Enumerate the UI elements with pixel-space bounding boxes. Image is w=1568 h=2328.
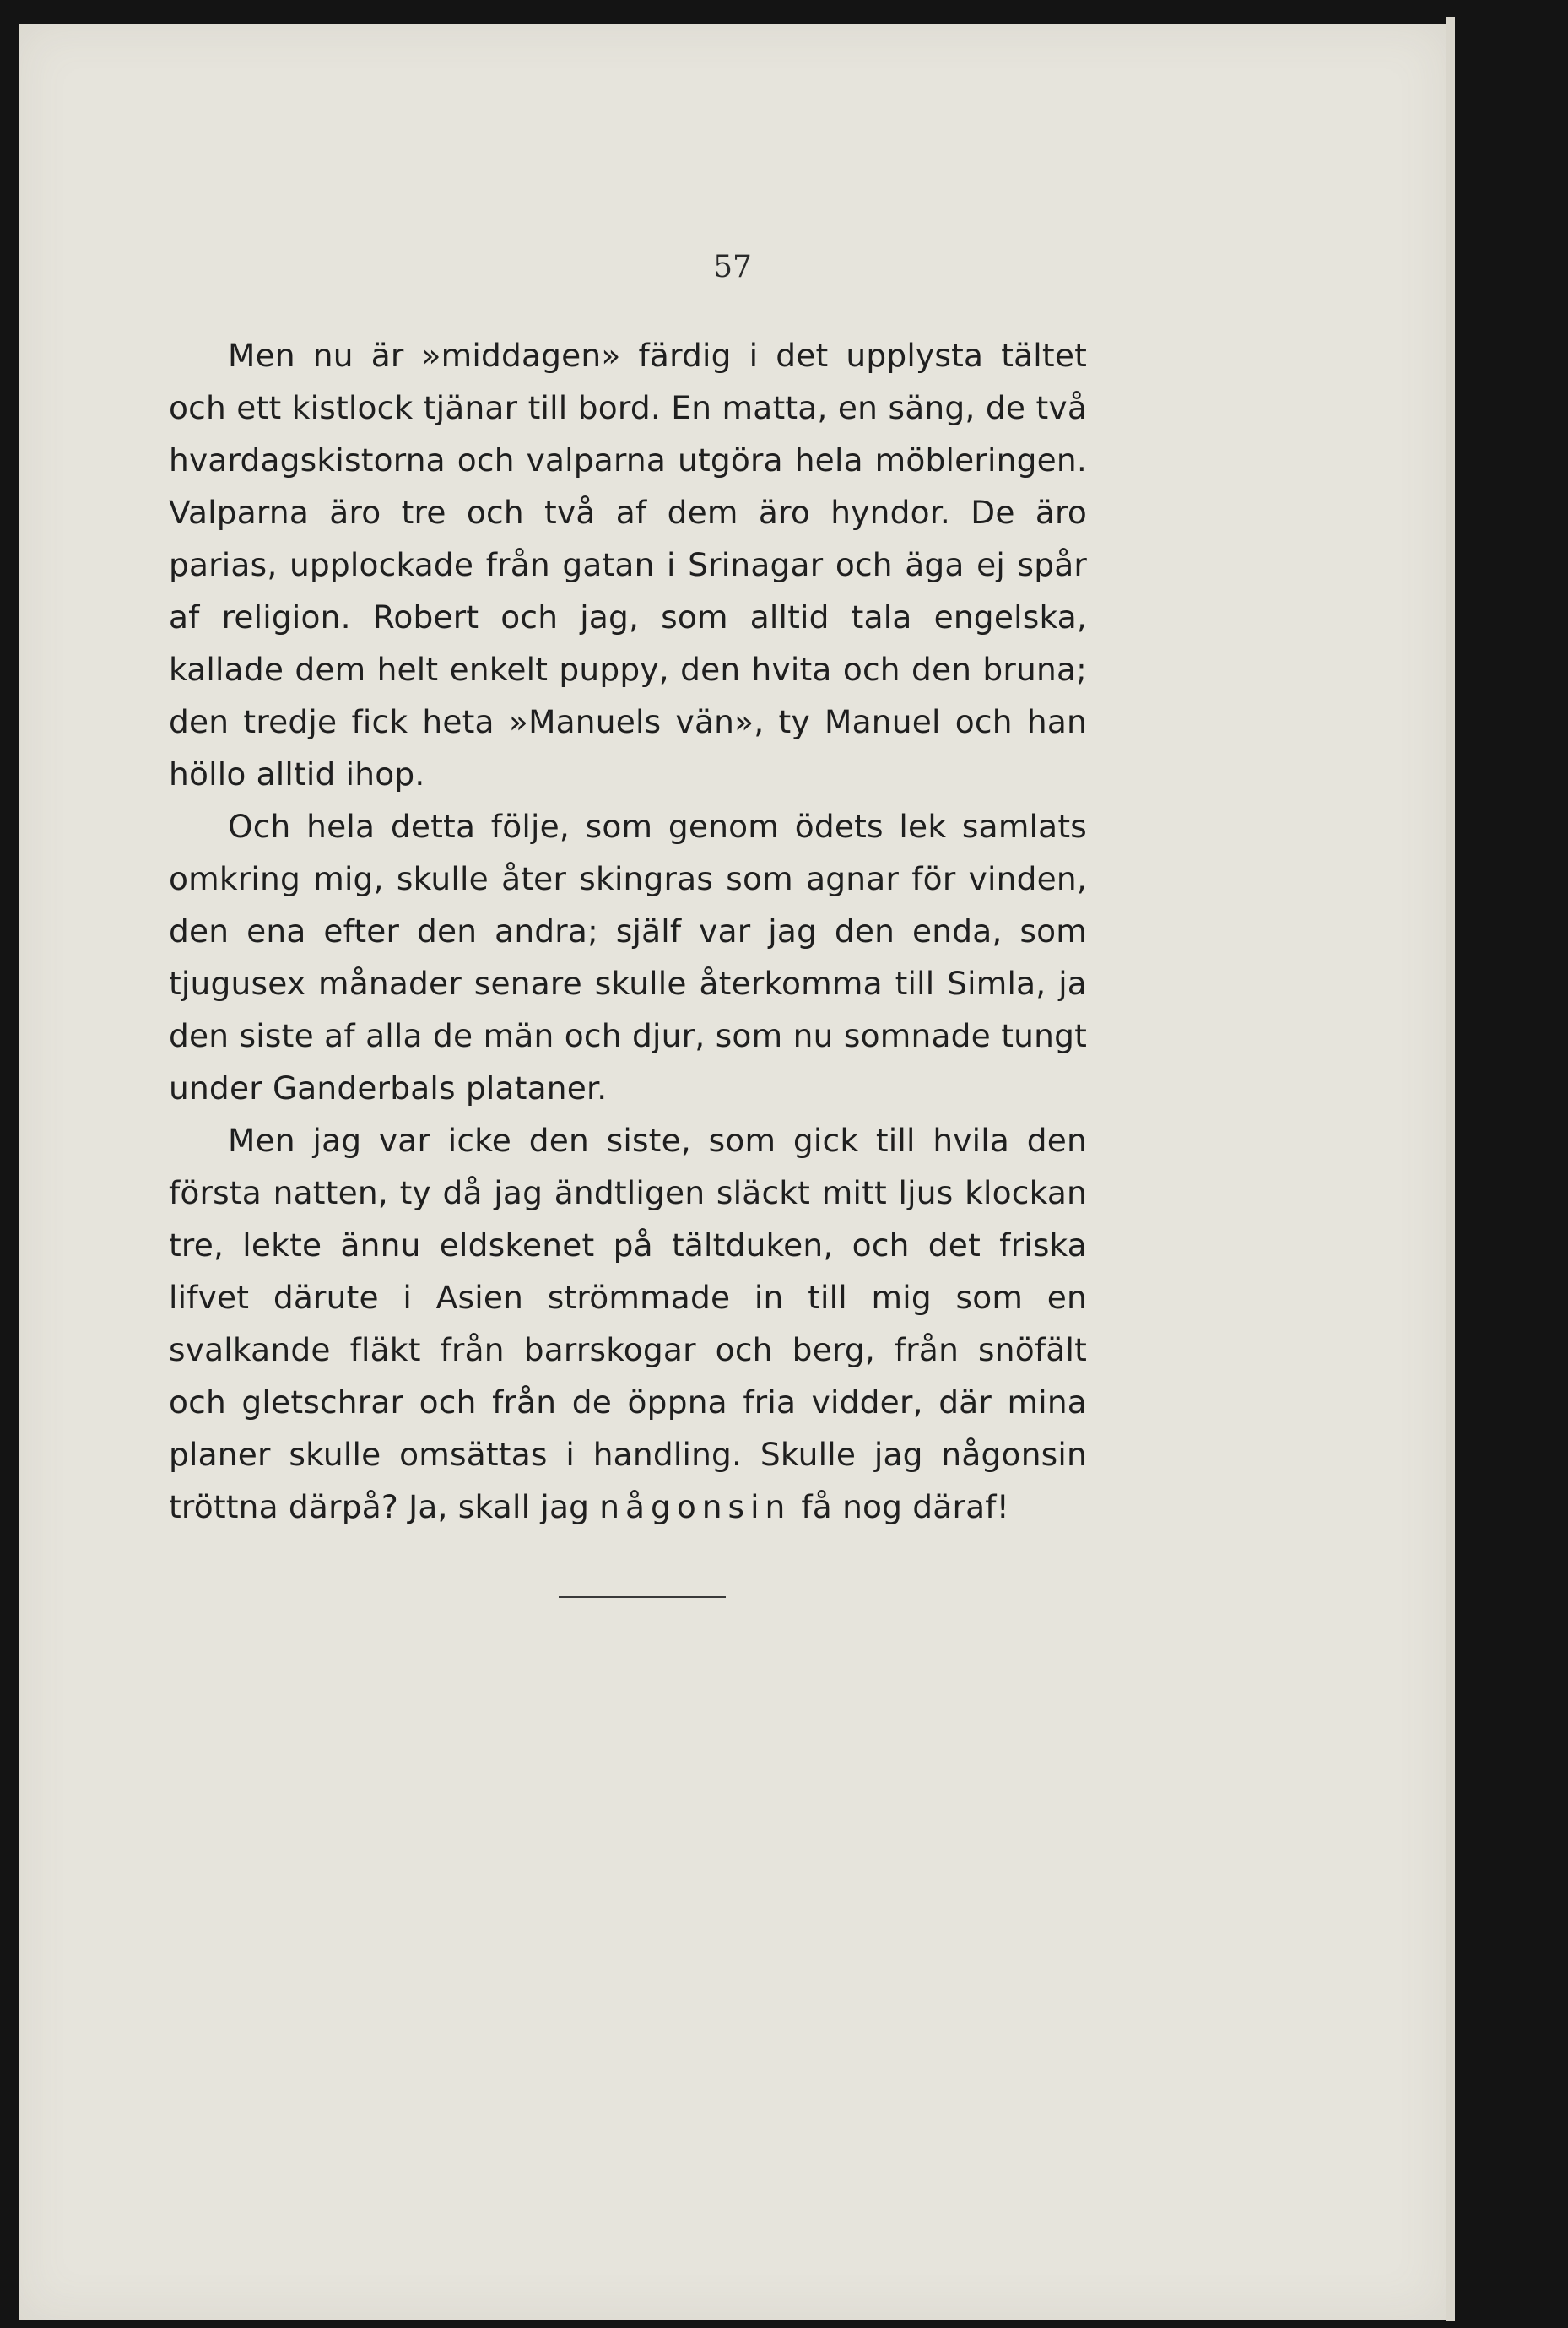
page-number: 57 xyxy=(713,250,752,284)
paragraph-3-ending: få nog däraf! xyxy=(791,1488,1009,1525)
paragraph-1: Men nu är »middagen» färdig i det upplysta tältet och ett kistlock tjänar till bord. En matta, en säng, de två hvardagskistorna och valparna utgöra hela möbleringen. Valparna äro tre och två af dem äro hyndor. De äro parias, upplockade från gatan i Srinagar och äga ej spår af religion. Robert och jag, som alltid tala engelska, kallade dem helt enkelt puppy, den hvita och den bruna; den tredje fick heta »Manuels vän», ty Manuel och han höllo alltid ihop. xyxy=(169,337,1087,793)
paragraph-2: Och hela detta följe, som genom ödets lek samlats omkring mig, skulle åter skingras som agnar för vinden, den ena efter den andra; själf var jag den enda, som tjugusex månader senare skulle återkomma till Simla, ja den siste af alla de män och djur, som nu somnade tungt under Ganderbals plataner. xyxy=(169,808,1087,1107)
paragraph-3 xyxy=(169,1114,1087,1533)
section-end-rule xyxy=(559,1596,726,1598)
page-edge xyxy=(1446,17,1455,2321)
page-sheet xyxy=(19,24,1446,2320)
paragraph-3-text: Men jag var icke den siste, som gick till hvila den första natten, ty då jag ändtligen släckt mitt ljus klockan tre, lekte ännu eldskenet på tältduken, och det friska lifvet därute i Asien strömmade in till mig som en svalkande fläkt från barrskogar och berg, från snöfält och gletschrar och från de öppna fria vidder, där mina planer skulle omsättas i handling. Skulle jag någonsin tröttna därpå? Ja, skall jag xyxy=(169,1122,1087,1525)
emphasized-word: någonsin xyxy=(599,1488,792,1525)
body-text xyxy=(169,329,1087,1533)
